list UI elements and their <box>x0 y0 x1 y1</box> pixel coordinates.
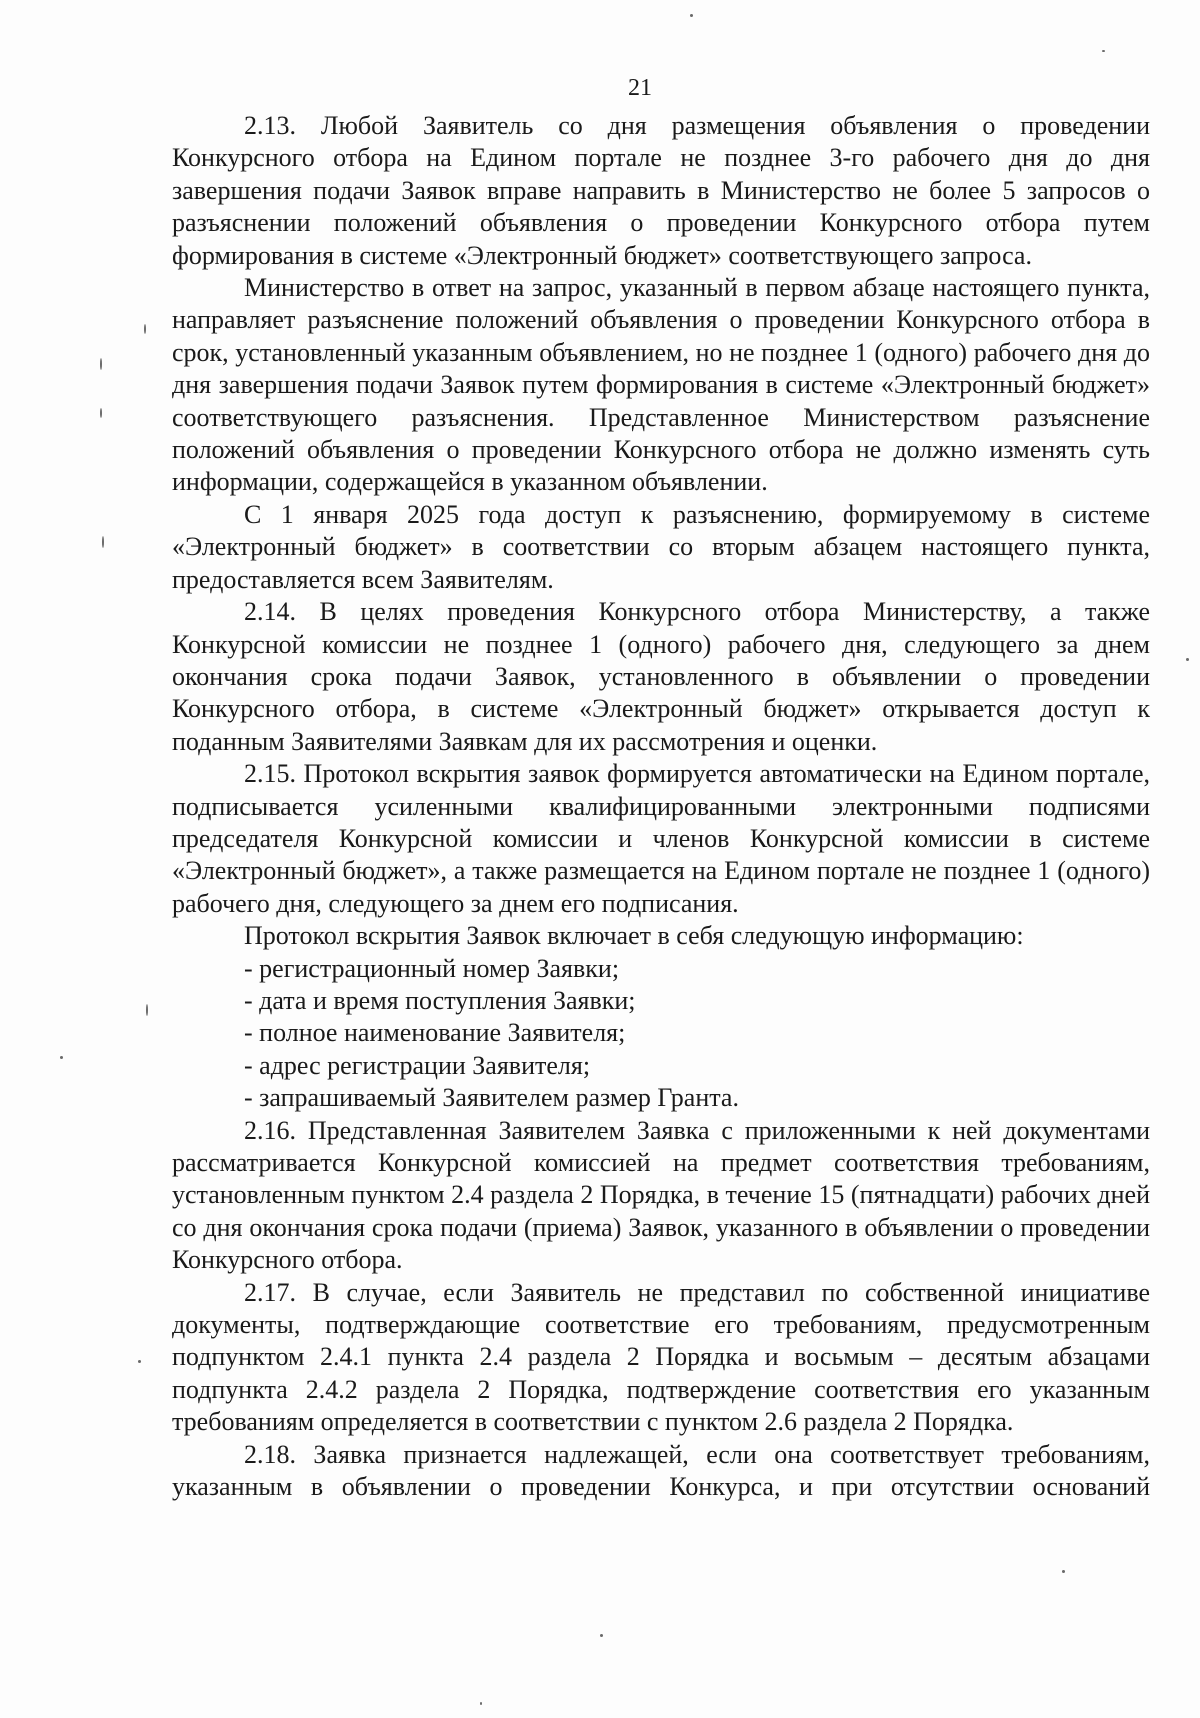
scan-speck <box>60 1056 63 1059</box>
scan-speck <box>1186 658 1189 661</box>
scan-speck <box>100 408 102 418</box>
list-item-address: - адрес регистрации Заявителя; <box>244 1050 591 1080</box>
list-item-grant-size: - запрашиваемый Заявителем размер Гранта. <box>244 1083 739 1113</box>
list-item-date-time: - дата и время поступления Заявки; <box>244 985 636 1015</box>
paragraph-2-17: 2.17. В случае, если Заявитель не представил по собственной инициативе документы, подтверждающие соответствие его требованиям, предусмотренным подпунктом 2.4.1 пункта 2.4 раздела 2 Порядка и восьмым – десятым абзацами подпункта 2.4.2 раздела 2 Порядка, подтверждение соответствия его указанным требованиям определяется в соответствии с пунктом 2.6 раздела 2 Порядка. <box>172 1277 1150 1437</box>
paragraph-ministry-response: Министерство в ответ на запрос, указанный в первом абзаце настоящего пункта, направляет разъяснение положений объявления о проведении Конкурсного отбора в срок, установленный указанным объявлением, но не позднее 1 (одного) рабочего дня до дня завершения подачи Заявок путем формирования в системе «Электронный бюджет» соответствующего разъяснения. Представленное Министерством разъяснение положений объявления о проведении Конкурсного отбора не должно изменять суть информации, содержащейся в указанном объявлении. <box>172 273 1150 497</box>
scan-speck <box>144 324 146 334</box>
scan-speck <box>100 358 102 370</box>
scan-speck <box>102 536 104 548</box>
scan-speck <box>600 1634 603 1637</box>
paragraph-access-2025: С 1 января 2025 года доступ к разъяснению, формируемому в системе «Электронный бюджет» в соответствии со вторым абзацем настоящего пункта, предоставляется всем Заявителям. <box>172 499 1150 594</box>
page-number: 21 <box>628 75 652 101</box>
paragraph-protocol-info: Протокол вскрытия Заявок включает в себя следующую информацию: <box>244 921 1024 951</box>
paragraph-2-13: 2.13. Любой Заявитель со дня размещения объявления о проведении Конкурсного отбора на Едином портале не позднее 3-го рабочего дня до дня завершения подачи Заявок вправе направить в Министерство не более 5 запросов о разъяснении положений объявления о проведении Конкурсного отбора путем формирования в системе «Электронный бюджет» соответствующего запроса. <box>172 111 1150 270</box>
paragraph-2-18: 2.18. Заявка признается надлежащей, если она соответствует требованиям, указанным в объявлении о проведении Конкурса, и при отсутствии оснований <box>172 1439 1150 1502</box>
scan-speck <box>138 1360 141 1363</box>
paragraph-2-16: 2.16. Представленная Заявителем Заявка с приложенными к ней документами рассматривается Конкурсной комиссией на предмет соответствия требованиям, установленным пунктом 2.4 раздела 2 Порядка, в течение 15 (пятнадцати) рабочих дней со дня окончания срока подачи (приема) Заявок, указанного в объявлении о проведении Конкурсного отбора. <box>172 1115 1150 1275</box>
scan-speck <box>1062 1570 1065 1573</box>
scan-speck <box>480 1702 482 1705</box>
scan-speck <box>1102 50 1105 52</box>
list-item-full-name: - полное наименование Заявителя; <box>244 1018 626 1048</box>
scan-speck <box>146 1004 148 1016</box>
list-item-registration-number: - регистрационный номер Заявки; <box>244 953 620 983</box>
document-body <box>172 110 1150 1503</box>
scan-speck <box>690 14 693 17</box>
paragraph-2-14: 2.14. В целях проведения Конкурсного отбора Министерству, а также Конкурсной комиссии не позднее 1 (одного) рабочего дня, следующего за днем окончания срока подачи Заявок, установленного в объявлении о проведении Конкурсного отбора, в системе «Электронный бюджет» открывается доступ к поданным Заявителями Заявкам для их рассмотрения и оценки. <box>172 597 1150 756</box>
paragraph-2-15: 2.15. Протокол вскрытия заявок формируется автоматически на Едином портале, подписывается усиленными квалифицированными электронными подписями председателя Конкурсной комиссии и членов Конкурсной комиссии в системе «Электронный бюджет», а также размещается на Едином портале не позднее 1 (одного) рабочего дня, следующего за днем его подписания. <box>172 759 1150 918</box>
